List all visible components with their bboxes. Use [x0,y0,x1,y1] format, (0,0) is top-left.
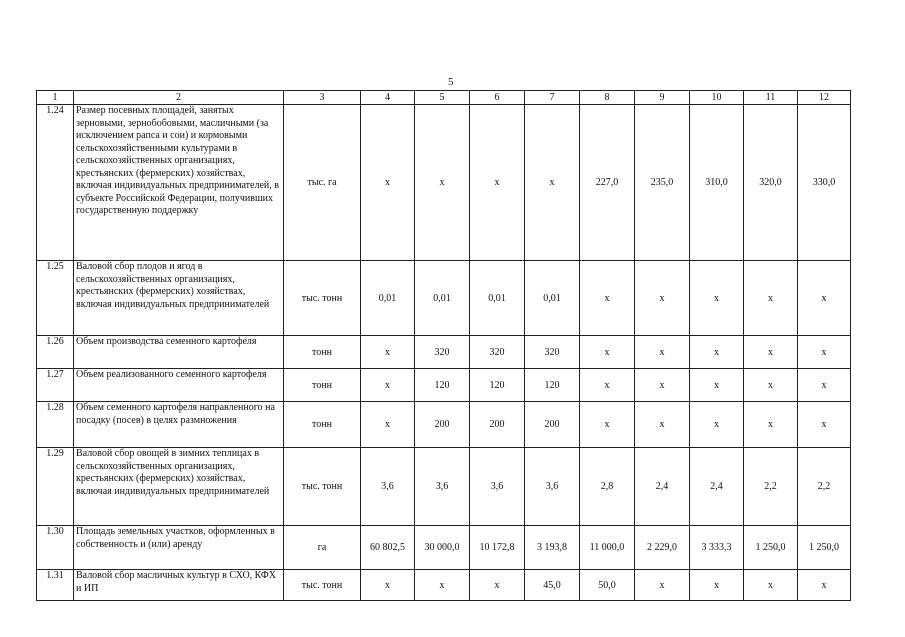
value-cell: x [744,402,798,448]
row-number: 1.31 [37,570,74,601]
value-cell: x [690,402,744,448]
indicator-name: Валовой сбор овощей в зимних теплицах в сельскохозяйственных организациях, крестьянских (фермерских) хозяйствах, включая индивидуальных предпринимателей [74,448,284,526]
value-cell: 2 229,0 [635,526,690,570]
value-cell: x [690,570,744,601]
value-cell: 3,6 [415,448,470,526]
table-header-row [37,91,851,105]
column-header: 8 [580,91,635,105]
indicator-name: Валовой сбор масличных культур в СХО, КФХ и ИП [74,570,284,601]
value-cell: 310,0 [690,105,744,261]
column-header: 7 [525,91,580,105]
value-cell: x [798,402,851,448]
row-number: 1.28 [37,402,74,448]
value-cell: 3,6 [361,448,415,526]
unit-cell: тыс. тонн [284,261,361,336]
value-cell: x [690,336,744,369]
value-cell: 60 802,5 [361,526,415,570]
row-number: 1.27 [37,369,74,402]
value-cell: x [361,402,415,448]
row-number: 1.30 [37,526,74,570]
value-cell: 1 250,0 [744,526,798,570]
value-cell: 50,0 [580,570,635,601]
value-cell: x [361,336,415,369]
value-cell: x [690,261,744,336]
value-cell: x [744,336,798,369]
value-cell: 2,2 [798,448,851,526]
value-cell: 2,8 [580,448,635,526]
column-header: 3 [284,91,361,105]
value-cell: 227,0 [580,105,635,261]
value-cell: 3,6 [525,448,580,526]
value-cell: x [744,570,798,601]
indicator-name: Валовой сбор плодов и ягод в сельскохозяйственных организациях, крестьянских (фермерских) хозяйствах, включая индивидуальных предпринимателей [74,261,284,336]
value-cell: 3 193,8 [525,526,580,570]
value-cell: x [635,402,690,448]
value-cell: x [361,105,415,261]
table-row [37,526,851,570]
table-row [37,261,851,336]
unit-cell: тыс. тонн [284,570,361,601]
value-cell: 200 [525,402,580,448]
value-cell: x [580,369,635,402]
value-cell: x [635,570,690,601]
value-cell: x [798,570,851,601]
value-cell: 320,0 [744,105,798,261]
value-cell: 0,01 [415,261,470,336]
value-cell: x [798,261,851,336]
value-cell: 320 [470,336,525,369]
value-cell: x [470,105,525,261]
column-header: 5 [415,91,470,105]
table-row [37,369,851,402]
value-cell: x [798,336,851,369]
unit-cell: тонн [284,402,361,448]
table-row [37,570,851,601]
unit-cell: тыс. га [284,105,361,261]
row-number: 1.29 [37,448,74,526]
value-cell: 0,01 [361,261,415,336]
indicator-name: Объем производства семенного картофеля [74,336,284,369]
column-header: 11 [744,91,798,105]
row-number: 1.25 [37,261,74,336]
unit-cell: га [284,526,361,570]
table-row [37,105,851,261]
value-cell: x [525,105,580,261]
value-cell: 320 [415,336,470,369]
value-cell: 320 [525,336,580,369]
value-cell: x [635,369,690,402]
value-cell: x [361,570,415,601]
value-cell: x [744,261,798,336]
value-cell: 3 333,3 [690,526,744,570]
unit-cell: тонн [284,336,361,369]
column-header: 9 [635,91,690,105]
value-cell: 30 000,0 [415,526,470,570]
value-cell: x [415,570,470,601]
value-cell: x [744,369,798,402]
value-cell: x [415,105,470,261]
unit-cell: тыс. тонн [284,448,361,526]
row-number: 1.26 [37,336,74,369]
unit-cell: тонн [284,369,361,402]
column-header: 1 [37,91,74,105]
value-cell: 2,4 [635,448,690,526]
value-cell: 2,2 [744,448,798,526]
indicator-name: Объем семенного картофеля направленного на посадку (посев) в целях размножения [74,402,284,448]
table-row [37,336,851,369]
indicator-name: Размер посевных площадей, занятых зерновыми, зернобобовыми, масличными (за исключением рапса и сои) и кормовыми сельскохозяйственными культурами в сельскохозяйственных организациях, крестьянских (фермерских) хозяйствах, включая индивидуальных предпринимателей, в субъекте Российской Федерации, получивших государственную поддержку [74,105,284,261]
value-cell: x [690,369,744,402]
value-cell: x [580,261,635,336]
value-cell: 0,01 [470,261,525,336]
value-cell: 45,0 [525,570,580,601]
value-cell: x [580,402,635,448]
indicators-table [36,90,851,601]
page-number: 5 [448,76,454,88]
value-cell: x [580,336,635,369]
column-header: 2 [74,91,284,105]
value-cell: 3,6 [470,448,525,526]
indicator-name: Объем реализованного семенного картофеля [74,369,284,402]
value-cell: 2,4 [690,448,744,526]
value-cell: x [635,336,690,369]
value-cell: 120 [525,369,580,402]
value-cell: x [635,261,690,336]
value-cell: x [470,570,525,601]
column-header: 6 [470,91,525,105]
column-header: 4 [361,91,415,105]
column-header: 12 [798,91,851,105]
value-cell: 11 000,0 [580,526,635,570]
value-cell: 235,0 [635,105,690,261]
value-cell: 200 [470,402,525,448]
indicator-name: Площадь земельных участков, оформленных в собственность и (или) аренду [74,526,284,570]
value-cell: 1 250,0 [798,526,851,570]
row-number: 1.24 [37,105,74,261]
value-cell: 330,0 [798,105,851,261]
value-cell: 0,01 [525,261,580,336]
column-header: 10 [690,91,744,105]
value-cell: x [361,369,415,402]
value-cell: 10 172,8 [470,526,525,570]
value-cell: 200 [415,402,470,448]
value-cell: 120 [470,369,525,402]
table-row [37,402,851,448]
table-row [37,448,851,526]
value-cell: 120 [415,369,470,402]
value-cell: x [798,369,851,402]
